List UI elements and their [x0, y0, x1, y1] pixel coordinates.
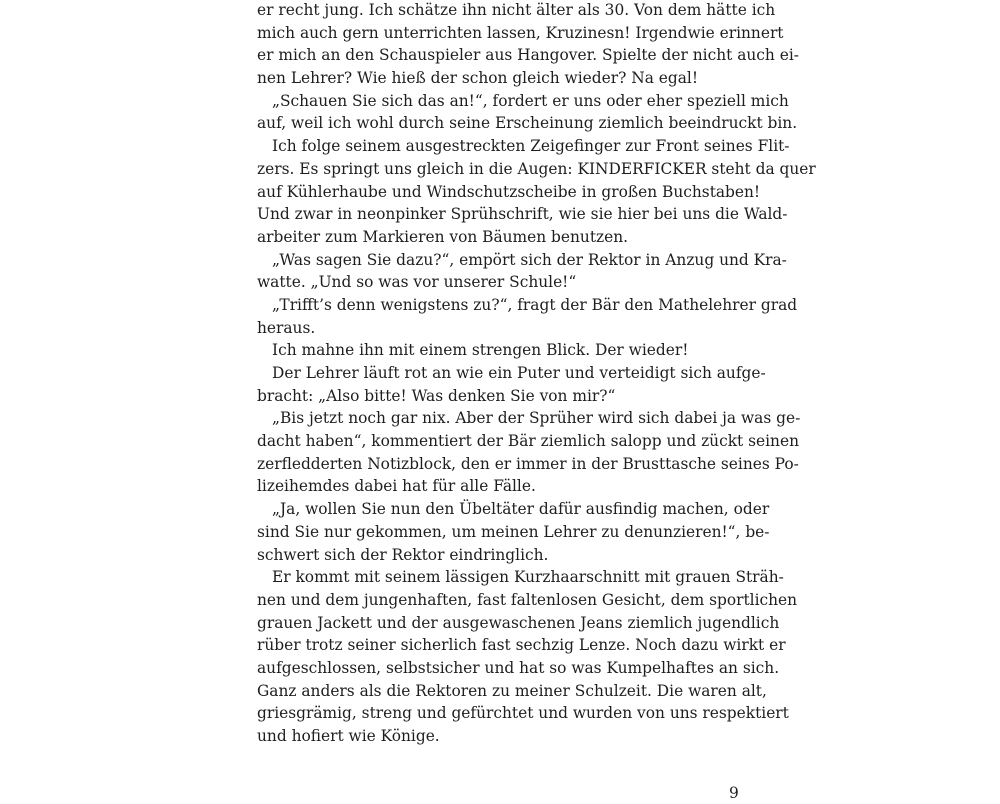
text-line: und hofiert wie Könige.: [257, 727, 440, 745]
text-line: Ganz anders als die Rektoren zu meiner Schulzeit. Die waren alt,: [257, 681, 767, 700]
text-line: auf, weil ich wohl durch seine Erscheinung ziemlich beeindruckt bin.: [257, 114, 798, 133]
text-line: „Was sagen Sie dazu?“, empört sich der Rektor in Anzug und Kra-: [272, 250, 787, 269]
text-line: heraus.: [257, 318, 316, 337]
text-line: mich auch gern unterrichten lassen, Kruzinesn! Irgendwie erinnert: [257, 23, 784, 42]
text-line: Und zwar in neonpinker Sprühschrift, wie sie hier bei uns die Wald-: [257, 205, 788, 224]
text-line: nen und dem jungenhaften, fast faltenlosen Gesicht, dem sportlichen: [257, 590, 798, 609]
text-line: aufgeschlossen, selbstsicher und hat so was Kumpelhaftes an sich.: [257, 658, 780, 677]
text-line: arbeiter zum Markieren von Bäumen benutzen.: [257, 227, 629, 246]
text-line: zerfledderten Notizblock, den er immer in der Brusttasche seines Po-: [257, 454, 799, 473]
text-line: watte. „Und so was vor unserer Schule!“: [257, 273, 577, 292]
text-line: dacht haben“, kommentiert der Bär ziemlich salopp und zückt seinen: [257, 432, 799, 451]
text-line: lizeihemdes dabei hat für alle Fälle.: [257, 477, 536, 496]
text-line: grauen Jackett und der ausgewaschenen Jeans ziemlich jugendlich: [257, 613, 780, 632]
text-line: „Schauen Sie sich das an!“, fordert er uns oder eher speziell mich: [272, 91, 789, 110]
text-line: Der Lehrer läuft rot an wie ein Puter und verteidigt sich aufge-: [272, 364, 766, 382]
text-line: „Ja, wollen Sie nun den Übeltäter dafür ausfindig machen, oder: [272, 500, 770, 519]
text-line: „Bis jetzt noch gar nix. Aber der Sprüher wird sich dabei ja was ge-: [272, 409, 801, 428]
text-line: er recht jung. Ich schätze ihn nicht älter als 30. Von dem hätte ich: [257, 1, 776, 19]
text-line: griesgrämig, streng und gefürchtet und wurden von uns respektiert: [257, 704, 789, 723]
text-line: auf Kühlerhaube und Windschutzscheibe in großen Buchstaben!: [257, 182, 761, 201]
text-line: „Trifft’s denn wenigstens zu?“, fragt der Bär den Mathelehrer grad: [272, 295, 798, 314]
body-text: [257, 0, 816, 748]
text-line: Ich folge seinem ausgestreckten Zeigefinger zur Front seines Flit-: [272, 137, 790, 156]
text-line: schwert sich der Rektor eindringlich.: [257, 545, 549, 564]
text-line: Ich mahne ihn mit einem strengen Blick. Der wieder!: [272, 341, 689, 360]
page-number: 9: [729, 784, 739, 802]
text-line: nen Lehrer? Wie hieß der schon gleich wieder? Na egal!: [257, 69, 699, 88]
text-line: bracht: „Also bitte! Was denken Sie von mir?“: [257, 386, 616, 405]
text-line: Er kommt mit seinem lässigen Kurzhaarschnitt mit grauen Sträh-: [272, 568, 784, 587]
text-line: zers. Es springt uns gleich in die Augen: KINDERFICKER steht da quer: [257, 159, 816, 178]
text-line: sind Sie nur gekommen, um meinen Lehrer zu denunzieren!“, be-: [257, 522, 770, 541]
text-line: er mich an den Schauspieler aus Hangover. Spielte der nicht auch ei-: [257, 46, 799, 65]
text-line: rüber trotz seiner sicherlich fast sechzig Lenze. Noch dazu wirkt er: [257, 636, 786, 655]
